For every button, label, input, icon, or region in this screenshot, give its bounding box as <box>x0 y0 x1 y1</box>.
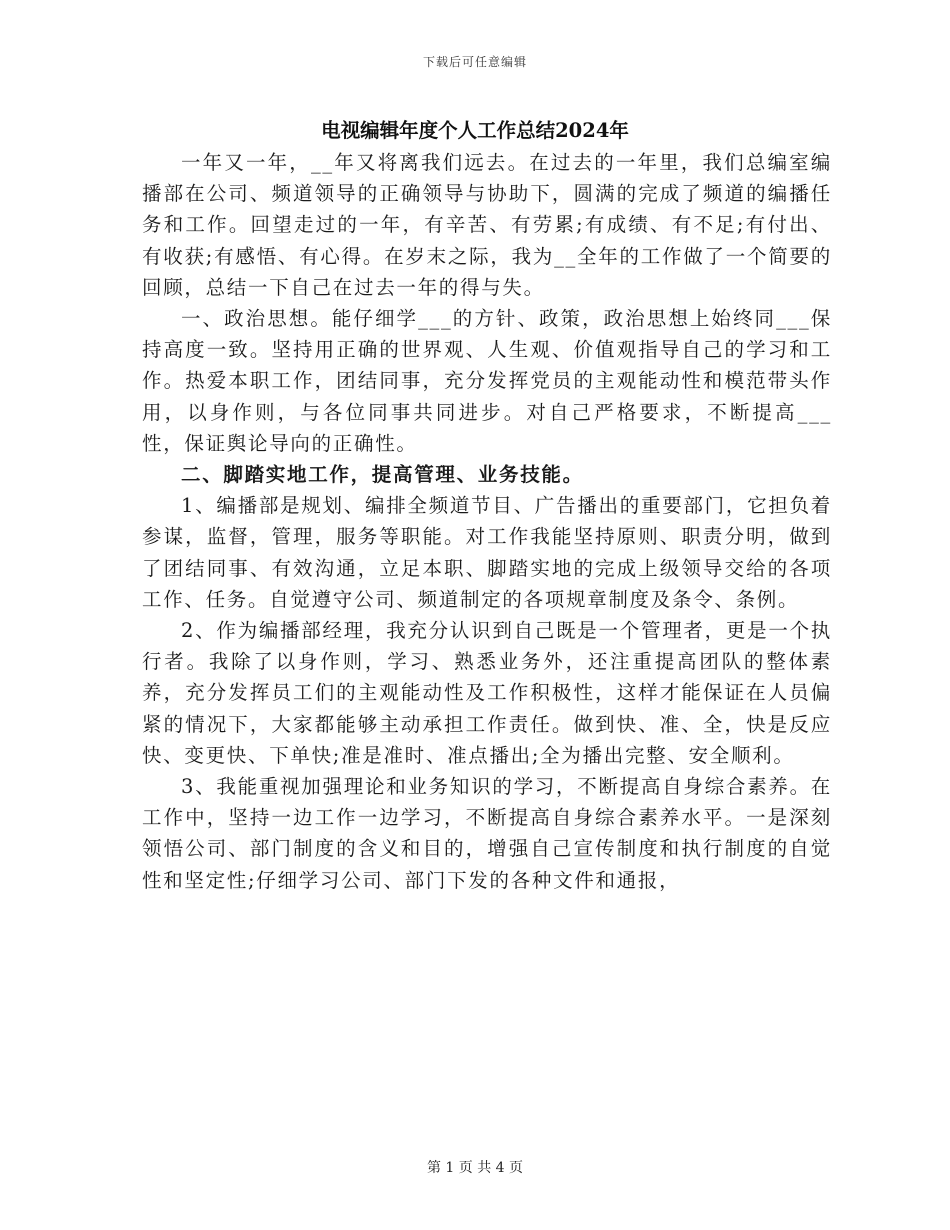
document-body <box>142 147 832 896</box>
page-number: 第 1 页 共 4 页 <box>426 1160 524 1176</box>
paragraph-item-1: 1、编播部是规划、编排全频道节目、广告播出的重要部门，它担负着参谋，监督，管理，服务等职能。对工作我能坚持原则、职责分明，做到了团结同事、有效沟通，立足本职、脚踏实地的完成上级领导交给的各项工作、任务。自觉遵守公司、频道制定的各项规章制度及条令、条例。 <box>142 494 832 611</box>
paragraph-intro: 一年又一年，__年又将离我们远去。在过去的一年里，我们总编室编播部在公司、频道领导的正确领导与协助下，圆满的完成了频道的编播任务和工作。回望走过的一年，有辛苦、有劳累;有成绩、有不足;有付出、有收获;有感悟、有心得。在岁末之际，我为__全年的工作做了一个简要的回顾，总结一下自己在过去一年的得与失。 <box>142 151 832 299</box>
section-heading: 二、脚踏实地工作，提高管理、业务技能。 <box>181 463 584 487</box>
paragraph-item-3: 3、我能重视加强理论和业务知识的学习，不断提高自身综合素养。在工作中，坚持一边工作一边学习，不断提高自身综合素养水平。一是深刻领悟公司、部门制度的含义和目的，增强自己宣传制度和执行制度的自觉性和坚定性;仔细学习公司、部门下发的各种文件和通报， <box>142 775 832 892</box>
paragraph-political: 一、政治思想。能仔细学___的方针、政策，政治思想上始终同___保持高度一致。坚持用正确的世界观、人生观、价值观指导自己的学习和工作。热爱本职工作，团结同事，充分发挥党员的主观能动性和模范带头作用，以身作则，与各位同事共同进步。对自己严格要求，不断提高___性，保证舆论导向的正确性。 <box>142 307 832 455</box>
document-title: 电视编辑年度个人工作总结2024年 <box>321 119 629 142</box>
paragraph-item-2: 2、作为编播部经理，我充分认识到自己既是一个管理者，更是一个执行者。我除了以身作则，学习、熟悉业务外，还注重提高团队的整体素养，充分发挥员工们的主观能动性及工作积极性，这样才能保证在人员偏紧的情况下，大家都能够主动承担工作责任。做到快、准、全，快是反应快、变更快、下单快;准是准时、准点播出;全为播出完整、安全顺利。 <box>142 619 832 767</box>
header-note: 下载后可任意编辑 <box>422 55 527 69</box>
